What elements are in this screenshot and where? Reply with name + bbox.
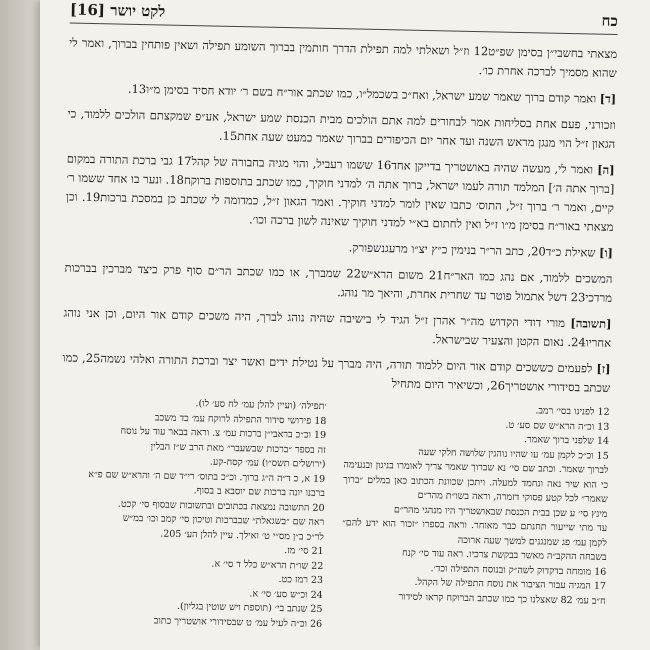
paragraph-text: מצאתי בחשבי״ן בסימן שפ״ט12 וז״ל ושאלתי למה תפילת הדרך חותמין בברוך השומע תפילה ושאין פותחין בברוך, ואמר לי שהוא מסמיך לברכה אחרת כו׳. (69, 35, 618, 80)
paragraph-text: המשכים ללמוד, אם נהג כמו האר״ח21 משום הרא״ש22 שמברך, או כמו שכתב הר״ם סוף פרק כיצד מברכין בברכות מרדכי23 דשל אתמול פוטר עד שחרית אחרת, והיאך מר נוהג. (64, 260, 613, 305)
footnote: מינץ סי׳ ע שכן בבית הכנסת שבאושטריך היו מנהגי מהר״ם (393, 503, 608, 520)
footnote: עד מתי שייעור תחנתם כבר מאוחר. וראה בספרו ״זכור הוא ידע להם״ לקמן עמ׳ פג שמנגנים למשך שעה ארוכה (342, 517, 608, 549)
paragraph-text: לפעמים כששכים קודם אור היום ללמוד תורה, היה מברך על נטילת ידים ואשר יצר וברכת התורה ואלהי נשמה25, כמו שכתב בסידורי אושטריך26, וכשיאיר היום מתחיל (62, 350, 611, 395)
footnote: 21 סי׳ מז. (284, 545, 324, 557)
footnote: 26 וכ״ה לעיל עמ׳ ט שבסידורי אושטריך כתוב (153, 614, 323, 630)
running-title: לקט יושר [16] (69, 0, 166, 21)
page-content (57, 1, 618, 638)
footnote: ח״ב עמ׳ 82 שאצלנו כך כמו שכתב הברוקח קראו לסידור (398, 591, 606, 607)
footnote: זה בספר ״ברכות שבשעבר״ מאת הרב ש״ז הבלין (150, 440, 326, 456)
footnote: 16 מומחה בדקדוק לשה״ק ובנוסח התפילה וכד׳. (430, 562, 607, 578)
footnotes-left-column (57, 394, 327, 631)
section-mark: [ד] (599, 91, 617, 106)
footnote: ׳תפילה׳ (ועיין להלן עמ׳ לח סע׳ לו). (195, 398, 327, 412)
footnotes (57, 394, 610, 637)
footnote: 13 וכ״ה הרא״ש שם סע׳ ט. (505, 419, 610, 433)
footnote: 19 וכ״כ בראבי״ן ברכות עמ׳ צ. וראה בבאר עוד על נוסח (120, 425, 327, 441)
paragraph (65, 232, 613, 262)
footnote: ראה שם ״בשגאלת״ שבברכות וטיכון סי׳ קמב וכו׳ במ״ש (122, 512, 325, 528)
page-gutter (0, 0, 40, 650)
paragraph-text: וזכורני, פעם אחת בסליחות אמר לבחורים למה אתם הולכים מבית הכנסת שמע ישראל, אע״פ שמקצתם הולכים ללמוד, כי הגאון ז״ל הוי מנגן מראש השנה ועד אחר יום הכיפורים בברוך שאמר כמעט שעה אחת15. (67, 106, 616, 151)
paragraph (68, 79, 616, 109)
footnote: (ירושלים תשס״ו) עמ׳ קסח-קע. (209, 456, 326, 470)
paragraph-text: שאילת כ״ד20, כתב הר״ר בנימין כ״ץ יצ״ו מרעגנשפורק. (348, 240, 596, 260)
paragraph (69, 34, 618, 83)
paragraph-text: ואמר לי, מעשה שהיה באושטריך בדייקן אחד16 ששמו רעביל, והוי מגיה בחבורה של קהל17 גבי ברכת התורה במקום [ברוך אתה ה׳] המלמד תורה לעמו ישראל, ברוך אתה ה׳ למדני חוקיך, כמו שכתב בתוספות ברוקח18. ונער בו אחד ששמו ר׳ קיים, ואמר ר׳ ברוך ז״ל, התוס׳ כתבו שאין לומר למדני חוקיך. ואמר הגאון ז״ל, כמדומה לי שכתב כן במסכת ברכות19. וכן מצאתי באור״ח בסימן מ״ו ז״ל ואין לחתום בא״י למדני חוקיך שאינה לשון ברכה וכו׳. (65, 151, 615, 234)
section-mark: [ו] (598, 245, 614, 260)
paragraph (62, 348, 611, 397)
paragraph (65, 149, 614, 236)
footnote: 24 וכ״ש סע׳ סי׳ א. (249, 587, 323, 601)
footnote: 25 שנתב בי׳ (תוספת ויש שוטין בגליון). (176, 600, 323, 615)
paragraph-text: ואמר קודם ברוך שאמר שמע ישראל, ואח״כ בשכמל״ו, כמו שכתב אור״ח בשם ר׳ יודא חסיד בסימן מ״ו13. (127, 81, 597, 106)
footnote: 12 לפנינו בסי׳ רמב. (535, 405, 610, 418)
footnote: 15 וכ״כ לקמן עמ׳ עו שהיו נוהגין שלושה חלקי שעה (418, 446, 609, 462)
paragraph-text: מורי דודי הקדוש מה״ר אהרן ז״ל הגיד לי בישיבה שהיה נוהג לברך, היה משכים קודם אור היום, וכן אני נוהג אחריו24. נאום הקטן והצעיר שבישראל. (63, 305, 612, 350)
footnote: לברוך שאמר. וכתב שם סי׳ נא שברוך שאמר צריך לאומרו בניגון ובנעימה כי הוא שיר נאה ונחמד למעלה. ויתכן שכוונת הכתוב כאן במלים ״ברוך שאמר״ לכל קטע פסוקי דזמרה, וראה בשו״ת מהר״ם (343, 459, 609, 505)
section-mark: [ז] (596, 361, 611, 376)
footnote: 23 רמז כט. (278, 574, 324, 586)
running-header (70, 1, 618, 35)
footnote: לר״כ ב״ן מס״י ט׳ ואילך. עיין להלן הע׳ 205. (160, 528, 325, 543)
footnote: ברבנו יונה ברכות שם יוסבא ב בסוף. (193, 485, 325, 499)
page-number: כח (601, 11, 618, 30)
section-mark: [תשובה] (570, 316, 612, 331)
paragraph (67, 105, 616, 154)
footnotes-right-column (340, 400, 610, 637)
section-mark: [ה] (597, 162, 615, 177)
paragraph (64, 258, 613, 307)
paragraph (63, 303, 612, 352)
footnote: 14 שלפני ברוך שאמר. (523, 434, 610, 447)
footnote: 17 המגיה עבור הציבור את נוסח התפילה של הקהל. (414, 576, 607, 592)
book-page (40, 0, 650, 650)
footnote: 18 פירושי סידור התפילה לרוקח עמ׳ כד משכב (154, 411, 327, 427)
footnote: בשבחה ההקב״ה מאשר בבקשת צרכיו. ראה עוד סי׳ קנח (401, 547, 607, 563)
footnote: 20 התשובה נמצאת בכתובים ובתשובות שבסוף סי׳ קכט. (117, 498, 325, 514)
footnote: 22 שו״ת הרא״ש כלל ד סי׳ א. (211, 558, 324, 572)
footnote: 19 א, כ ד״ה ה״ג ברוך. וכ״כ בתוס׳ רי״ד שם ה׳ והרא״ש שם פ״א (88, 468, 326, 485)
